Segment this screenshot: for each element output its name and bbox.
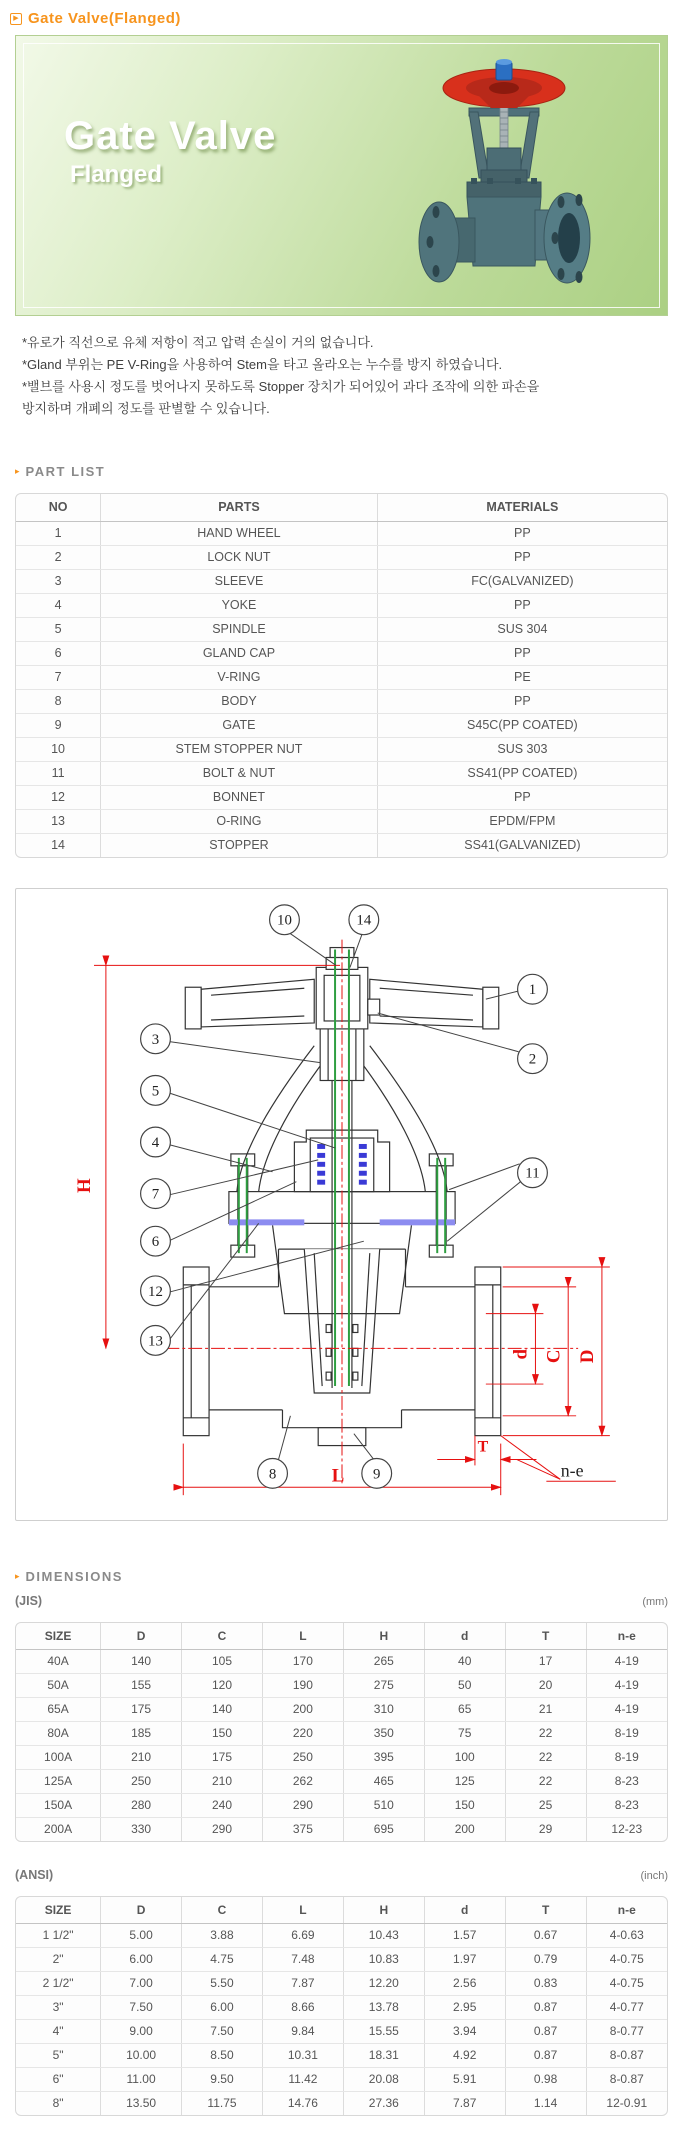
dim-label-H: H [73, 1178, 95, 1193]
table-cell: 20 [505, 1673, 586, 1697]
table-cell: 695 [343, 1817, 424, 1841]
table-cell: 150 [182, 1721, 263, 1745]
table-cell: 4-0.75 [586, 1947, 667, 1971]
table-cell: 9.00 [101, 2019, 182, 2043]
table-cell: 50A [16, 1673, 101, 1697]
table-row [16, 593, 667, 617]
table-cell: 22 [505, 1745, 586, 1769]
table-cell: 4-19 [586, 1673, 667, 1697]
table-cell: 6" [16, 2067, 101, 2091]
table-cell: 280 [101, 1793, 182, 1817]
table-cell: 210 [101, 1745, 182, 1769]
callout-6: 6 [151, 1234, 159, 1251]
column-header: L [262, 1623, 343, 1649]
table-cell: 29 [505, 1817, 586, 1841]
ansi-table [15, 1896, 668, 2116]
technical-drawing [15, 888, 668, 1521]
table-cell: 1 1/2" [16, 1923, 101, 1947]
jis-label: (JIS) [15, 1594, 43, 1608]
table-cell: 7.48 [262, 1947, 343, 1971]
table-cell: 8-0.77 [586, 2019, 667, 2043]
jis-table [15, 1622, 668, 1842]
callout-7: 7 [151, 1186, 159, 1203]
table-row [16, 1697, 667, 1721]
table-cell: 220 [262, 1721, 343, 1745]
table-cell: 100A [16, 1745, 101, 1769]
table-cell: 0.87 [505, 1995, 586, 2019]
column-header: L [262, 1897, 343, 1923]
table-cell: 18.31 [343, 2043, 424, 2067]
dim-label-L: L [331, 1465, 344, 1487]
table-row [16, 665, 667, 689]
table-cell: PE [377, 665, 667, 689]
column-header: SIZE [16, 1897, 101, 1923]
table-cell: BODY [101, 689, 378, 713]
table-cell: 12 [16, 785, 101, 809]
table-row [16, 2067, 667, 2091]
table-cell: 265 [343, 1649, 424, 1673]
feature-line: 방지하며 개폐의 정도를 판별할 수 있습니다. [22, 401, 270, 416]
table-cell: 5.00 [101, 1923, 182, 1947]
callout-14: 14 [355, 912, 371, 929]
table-cell: FC(GALVANIZED) [377, 569, 667, 593]
table-cell: 9.84 [262, 2019, 343, 2043]
table-cell: 22 [505, 1721, 586, 1745]
table-cell: 2.56 [424, 1971, 505, 1995]
table-cell: 3.88 [182, 1923, 263, 1947]
table-cell: 4 [16, 593, 101, 617]
feature-list [22, 332, 683, 420]
column-header: d [424, 1623, 505, 1649]
table-cell: 10.83 [343, 1947, 424, 1971]
table-cell: 262 [262, 1769, 343, 1793]
table-cell: 7.50 [182, 2019, 263, 2043]
table-cell: 140 [101, 1649, 182, 1673]
page-header [0, 0, 683, 27]
table-cell: 5 [16, 617, 101, 641]
callout-2: 2 [528, 1051, 536, 1068]
table-row [16, 1971, 667, 1995]
table-cell: STOPPER [101, 833, 378, 857]
dimensions-heading: ▸ DIMENSIONS [15, 1569, 123, 1584]
table-cell: 10.43 [343, 1923, 424, 1947]
callout-12: 12 [147, 1283, 163, 1300]
table-cell: LOCK NUT [101, 545, 378, 569]
table-cell: O-RING [101, 809, 378, 833]
table-cell: 395 [343, 1745, 424, 1769]
table-cell: 150A [16, 1793, 101, 1817]
table-row [16, 1745, 667, 1769]
table-cell: 8" [16, 2091, 101, 2115]
table-cell: 3" [16, 1995, 101, 2019]
dim-label-n-e: n-e [560, 1460, 584, 1481]
table-row [16, 2091, 667, 2115]
column-header: D [101, 1623, 182, 1649]
table-cell: 290 [182, 1817, 263, 1841]
table-cell: 2.95 [424, 1995, 505, 2019]
table-cell: 12-23 [611, 1822, 643, 1837]
table-cell: 21 [505, 1697, 586, 1721]
table-cell: 200 [424, 1817, 505, 1841]
table-cell: SS41(PP COATED) [377, 761, 667, 785]
table-cell: 5.50 [182, 1971, 263, 1995]
table-cell: 0.87 [505, 2043, 586, 2067]
feature-line: *밸브를 사용시 정도를 벗어나지 못하도록 Stopper 장치가 되어있어 과다 조작에 의한 파손을 [22, 379, 540, 394]
callout-3: 3 [151, 1031, 159, 1048]
table-cell: 4-0.63 [586, 1923, 667, 1947]
column-header: D [101, 1897, 182, 1923]
table-cell: 5" [16, 2043, 101, 2067]
table-cell: GLAND CAP [101, 641, 378, 665]
table-cell: 1.57 [424, 1923, 505, 1947]
dim-label-d: d [510, 1349, 532, 1360]
table-cell: PP [377, 521, 667, 545]
section-arrow-icon: ▸ [15, 466, 20, 476]
table-cell: 8-19 [586, 1745, 667, 1769]
table-cell: 10 [16, 737, 101, 761]
table-cell: PP [377, 785, 667, 809]
table-row [16, 2019, 667, 2043]
table-cell: 290 [262, 1793, 343, 1817]
column-header: T [505, 1897, 586, 1923]
table-cell: 310 [343, 1697, 424, 1721]
table-cell: EPDM/FPM [377, 809, 667, 833]
product-banner [15, 35, 668, 316]
callout-10: 10 [276, 912, 292, 929]
table-cell: 175 [182, 1745, 263, 1769]
table-cell: 250 [101, 1769, 182, 1793]
ansi-label-row [15, 1868, 668, 1882]
ansi-unit: (inch) [640, 1870, 668, 1882]
feature-line: *유로가 직선으로 유체 저항이 적고 압력 손실이 거의 없습니다. [22, 335, 374, 350]
table-cell: 17 [505, 1649, 586, 1673]
column-header: MATERIALS [377, 494, 667, 521]
table-cell: 10.31 [262, 2043, 343, 2067]
table-row [16, 521, 667, 545]
table-cell: 7.87 [424, 2091, 505, 2115]
callout-1: 1 [528, 982, 536, 999]
table-row [16, 569, 667, 593]
table-cell: 2 [16, 545, 101, 569]
table-cell: 1.14 [505, 2091, 586, 2115]
table-cell: 6 [16, 641, 101, 665]
table-cell: 4-0.77 [586, 1995, 667, 2019]
table-cell: 8-23 [586, 1793, 667, 1817]
table-cell: STEM STOPPER NUT [101, 737, 378, 761]
table-cell: 4" [16, 2019, 101, 2043]
table-cell: 13 [16, 809, 101, 833]
table-row [16, 785, 667, 809]
table-row [16, 1817, 667, 1841]
table-cell: 240 [182, 1793, 263, 1817]
jis-unit: (mm) [642, 1596, 668, 1608]
table-cell: SS41(GALVANIZED) [464, 838, 581, 853]
table-cell: 8.50 [182, 2043, 263, 2067]
table-cell: 7 [16, 665, 101, 689]
table-cell: 4.92 [424, 2043, 505, 2067]
table-cell: 4-0.75 [586, 1971, 667, 1995]
table-cell: 0.87 [505, 2019, 586, 2043]
table-cell: 170 [262, 1649, 343, 1673]
table-cell: 200 [262, 1697, 343, 1721]
table-cell: 210 [182, 1769, 263, 1793]
table-cell: 27.36 [343, 2091, 424, 2115]
table-cell: 3.94 [424, 2019, 505, 2043]
table-cell: 20.08 [343, 2067, 424, 2091]
table-header-row [16, 494, 667, 521]
table-cell: 75 [424, 1721, 505, 1745]
section-arrow-icon: ▸ [15, 1571, 20, 1581]
table-cell: 50 [424, 1673, 505, 1697]
table-cell: 465 [343, 1769, 424, 1793]
table-cell: 0.83 [505, 1971, 586, 1995]
table-cell: 8 [16, 689, 101, 713]
table-cell: PP [377, 593, 667, 617]
table-cell: 140 [182, 1697, 263, 1721]
table-cell: 125A [16, 1769, 101, 1793]
banner-text [64, 114, 276, 189]
table-cell: 8-19 [586, 1721, 667, 1745]
table-cell: 190 [262, 1673, 343, 1697]
table-cell: 275 [343, 1673, 424, 1697]
table-cell: 510 [343, 1793, 424, 1817]
table-header-row [16, 1897, 667, 1923]
table-cell: SLEEVE [101, 569, 378, 593]
callout-5: 5 [151, 1083, 159, 1100]
table-cell: 11.42 [262, 2067, 343, 2091]
valve-section-diagram [34, 892, 650, 1517]
table-cell: BONNET [101, 785, 378, 809]
table-cell: 80A [16, 1721, 101, 1745]
column-header: H [343, 1623, 424, 1649]
part-list-heading: ▸ PART LIST [15, 464, 106, 479]
table-cell: 330 [101, 1817, 182, 1841]
table-cell: 3 [16, 569, 101, 593]
table-cell: HAND WHEEL [101, 521, 378, 545]
table-cell: 1 [16, 521, 101, 545]
table-cell: PP [377, 545, 667, 569]
table-cell: 9 [16, 713, 101, 737]
callout-11: 11 [524, 1165, 540, 1182]
table-cell: 105 [182, 1649, 263, 1673]
table-cell: 0.79 [505, 1947, 586, 1971]
table-row [16, 2043, 667, 2067]
table-row [16, 713, 667, 737]
table-cell: YOKE [101, 593, 378, 617]
valve-product-image [409, 50, 609, 312]
table-header-row [16, 1623, 667, 1649]
table-row [16, 689, 667, 713]
table-cell: 14.76 [262, 2091, 343, 2115]
table-row [16, 761, 667, 785]
table-row [16, 1793, 667, 1817]
page-title: Gate Valve(Flanged) [28, 10, 181, 27]
table-cell: 4-19 [586, 1697, 667, 1721]
play-box-icon: ▶ [10, 13, 22, 25]
dim-label-C: C [542, 1349, 564, 1364]
column-header: T [505, 1623, 586, 1649]
column-header: C [182, 1623, 263, 1649]
table-cell: 65A [16, 1697, 101, 1721]
table-cell: PP [377, 689, 667, 713]
table-cell: 0.67 [505, 1923, 586, 1947]
table-cell: 200A [16, 1817, 101, 1841]
table-cell: V-RING [101, 665, 378, 689]
table-cell: 40 [424, 1649, 505, 1673]
table-row [16, 809, 667, 833]
table-cell: 15.55 [343, 2019, 424, 2043]
column-header: C [182, 1897, 263, 1923]
table-row [16, 1947, 667, 1971]
table-cell: 4.75 [182, 1947, 263, 1971]
table-cell: 65 [424, 1697, 505, 1721]
table-cell: 250 [262, 1745, 343, 1769]
table-cell: 9.50 [182, 2067, 263, 2091]
table-cell: 10.00 [101, 2043, 182, 2067]
callout-8: 8 [268, 1466, 276, 1483]
table-row [16, 1721, 667, 1745]
table-cell: 8-0.87 [586, 2067, 667, 2091]
table-cell: 25 [505, 1793, 586, 1817]
table-cell: 2" [16, 1947, 101, 1971]
table-cell: 12-0.91 [606, 2096, 648, 2111]
table-cell: 100 [424, 1745, 505, 1769]
table-cell: S45C(PP COATED) [377, 713, 667, 737]
part-list-table [15, 493, 668, 858]
table-cell: 185 [101, 1721, 182, 1745]
column-header: d [424, 1897, 505, 1923]
table-cell: SUS 304 [377, 617, 667, 641]
callout-9: 9 [372, 1466, 380, 1483]
dim-label-T: T [477, 1438, 488, 1456]
banner-title: Gate Valve [64, 114, 277, 158]
table-cell: 40A [16, 1649, 101, 1673]
table-cell: 6.00 [101, 1947, 182, 1971]
table-cell: 350 [343, 1721, 424, 1745]
table-cell: SUS 303 [377, 737, 667, 761]
table-row [16, 617, 667, 641]
table-cell: 1.97 [424, 1947, 505, 1971]
table-row [16, 1995, 667, 2019]
table-row [16, 1923, 667, 1947]
table-cell: 11.00 [101, 2067, 182, 2091]
table-cell: 155 [101, 1673, 182, 1697]
table-cell: 7.87 [262, 1971, 343, 1995]
table-cell: 8-23 [586, 1769, 667, 1793]
jis-label-row [15, 1594, 668, 1608]
table-cell: 5.91 [424, 2067, 505, 2091]
table-cell: 6.00 [182, 1995, 263, 2019]
table-cell: SPINDLE [101, 617, 378, 641]
callout-13: 13 [147, 1333, 163, 1350]
ansi-label: (ANSI) [15, 1868, 54, 1882]
table-row [16, 1769, 667, 1793]
table-cell: 2 1/2" [16, 1971, 101, 1995]
column-header: H [343, 1897, 424, 1923]
feature-line: *Gland 부위는 PE V-Ring을 사용하여 Stem을 타고 올라오는 누수를 방지 하였습니다. [22, 357, 503, 372]
table-cell: 11.75 [182, 2091, 263, 2115]
table-row [16, 833, 667, 857]
table-cell: 14 [16, 833, 101, 857]
table-row [16, 737, 667, 761]
table-cell: 8.66 [262, 1995, 343, 2019]
table-cell: 4-19 [586, 1649, 667, 1673]
column-header: NO [16, 494, 101, 521]
table-cell: 13.78 [343, 1995, 424, 2019]
table-cell: 11 [16, 761, 101, 785]
table-cell: GATE [101, 713, 378, 737]
table-cell: 6.69 [262, 1923, 343, 1947]
column-header: n-e [586, 1897, 667, 1923]
table-row [16, 641, 667, 665]
table-row [16, 545, 667, 569]
table-cell: 120 [182, 1673, 263, 1697]
table-cell: 125 [424, 1769, 505, 1793]
column-header: PARTS [101, 494, 378, 521]
table-cell: 12.20 [343, 1971, 424, 1995]
table-cell: 175 [101, 1697, 182, 1721]
table-row [16, 1649, 667, 1673]
table-cell: 7.00 [101, 1971, 182, 1995]
dim-label-D: D [576, 1349, 598, 1364]
table-cell: 150 [424, 1793, 505, 1817]
table-cell: 0.98 [505, 2067, 586, 2091]
table-cell: 8-0.87 [586, 2043, 667, 2067]
banner-subtitle: Flanged [70, 161, 163, 188]
table-cell: 22 [505, 1769, 586, 1793]
table-cell: PP [377, 641, 667, 665]
table-cell: 13.50 [101, 2091, 182, 2115]
table-cell: BOLT & NUT [101, 761, 378, 785]
table-row [16, 1673, 667, 1697]
table-cell: 7.50 [101, 1995, 182, 2019]
callout-4: 4 [151, 1134, 159, 1151]
column-header: SIZE [16, 1623, 101, 1649]
table-cell: 375 [262, 1817, 343, 1841]
column-header: n-e [586, 1623, 667, 1649]
